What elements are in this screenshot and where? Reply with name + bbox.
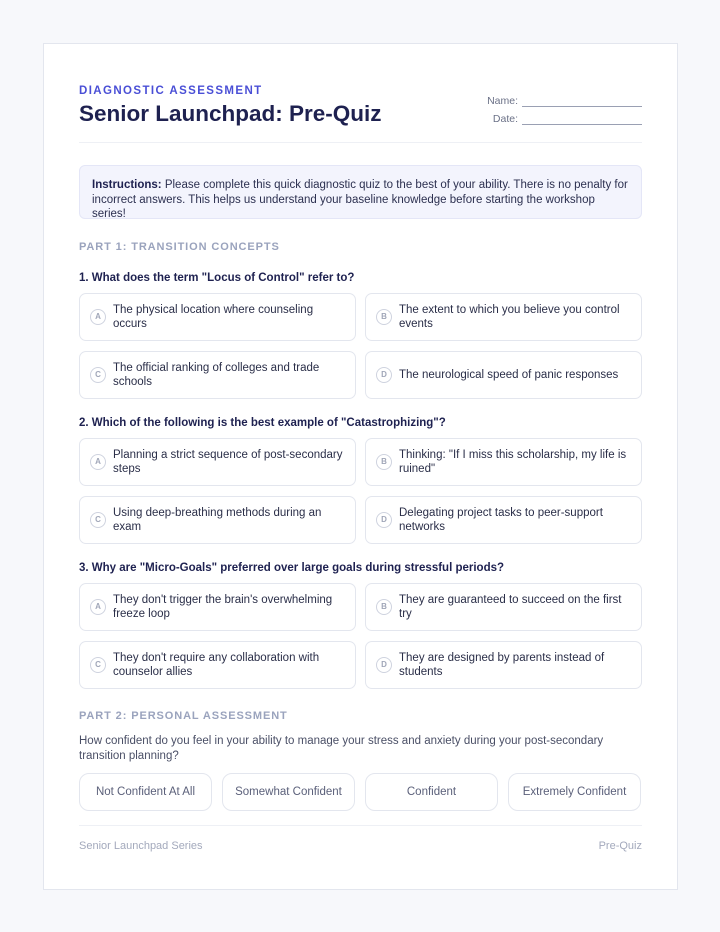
date-field[interactable] [522, 113, 642, 125]
footer-doc-name: Pre-Quiz [598, 840, 642, 852]
header-divider [79, 142, 642, 143]
footer-series: Senior Launchpad Series [79, 840, 203, 852]
option-letter-b: B [376, 599, 392, 615]
scale-somewhat-confident-button[interactable]: Somewhat Confident [222, 773, 355, 811]
instructions-box [79, 165, 642, 219]
option-text: They don't trigger the brain's overwhelming freeze loop [113, 594, 333, 620]
date-label: Date: [492, 113, 518, 125]
page-title: Senior Launchpad: Pre-Quiz [79, 101, 382, 126]
option-letter-c: C [90, 657, 106, 673]
scale-extremely-confident-button[interactable]: Extremely Confident [508, 773, 641, 811]
option-text: The extent to which you believe you control events [399, 304, 620, 330]
option-text: They are guaranteed to succeed on the first try [399, 594, 622, 620]
name-field[interactable] [522, 95, 642, 107]
option-text: Using deep-breathing methods during an exam [113, 507, 322, 533]
option-text: The physical location where counseling occurs [113, 304, 314, 330]
option-letter-a: A [90, 599, 106, 615]
q2-option-a[interactable] [79, 438, 356, 486]
scale-not-confident-button[interactable]: Not Confident At All [79, 773, 212, 811]
name-date-block [482, 89, 642, 125]
q3-option-a[interactable] [79, 583, 356, 631]
option-text: Planning a strict sequence of post-secondary steps [113, 449, 343, 475]
q1-option-a[interactable] [79, 293, 356, 341]
option-letter-c: C [90, 512, 106, 528]
option-letter-a: A [90, 454, 106, 470]
option-letter-a: A [90, 309, 106, 325]
q2-option-d[interactable] [365, 496, 642, 544]
option-text: The neurological speed of panic responses [399, 369, 619, 381]
option-letter-d: D [376, 367, 392, 383]
part1-heading: PART 1: TRANSITION CONCEPTS [79, 241, 280, 253]
scale-confident-button[interactable]: Confident [365, 773, 498, 811]
footer-divider [79, 825, 642, 826]
option-text: Thinking: "If I miss this scholarship, my life is ruined" [399, 449, 627, 475]
q2-option-c[interactable] [79, 496, 356, 544]
q3-option-c[interactable] [79, 641, 356, 689]
q3-option-b[interactable] [365, 583, 642, 631]
page-kicker: DIAGNOSTIC ASSESSMENT [79, 85, 263, 97]
part2-heading: PART 2: PERSONAL ASSESSMENT [79, 710, 288, 722]
q1-option-b[interactable] [365, 293, 642, 341]
question-2: 2. Which of the following is the best example of "Catastrophizing"? [79, 417, 446, 429]
confidence-prompt: How confident do you feel in your ability to manage your stress and anxiety during your post-secondary transition planning? [79, 735, 604, 762]
q1-option-c[interactable] [79, 351, 356, 399]
option-letter-c: C [90, 367, 106, 383]
option-letter-d: D [376, 512, 392, 528]
option-text: They are designed by parents instead of students [399, 652, 605, 678]
quiz-page [43, 43, 678, 890]
q2-option-b[interactable] [365, 438, 642, 486]
q1-option-d[interactable] [365, 351, 642, 399]
instructions-lead: Instructions: [92, 179, 162, 191]
instructions-text: Please complete this quick diagnostic quiz to the best of your ability. There is no penalty for incorrect answers. This helps us understand your baseline knowledge before starting the workshop series! [92, 179, 628, 220]
option-text: Delegating project tasks to peer-support networks [399, 507, 603, 533]
question-1: 1. What does the term "Locus of Control" refer to? [79, 272, 355, 284]
name-label: Name: [487, 95, 518, 107]
option-text: The official ranking of colleges and trade schools [113, 362, 320, 388]
option-letter-b: B [376, 454, 392, 470]
option-letter-b: B [376, 309, 392, 325]
option-letter-d: D [376, 657, 392, 673]
question-3: 3. Why are "Micro-Goals" preferred over large goals during stressful periods? [79, 562, 505, 574]
option-text: They don't require any collaboration with counselor allies [113, 652, 320, 678]
q3-option-d[interactable] [365, 641, 642, 689]
